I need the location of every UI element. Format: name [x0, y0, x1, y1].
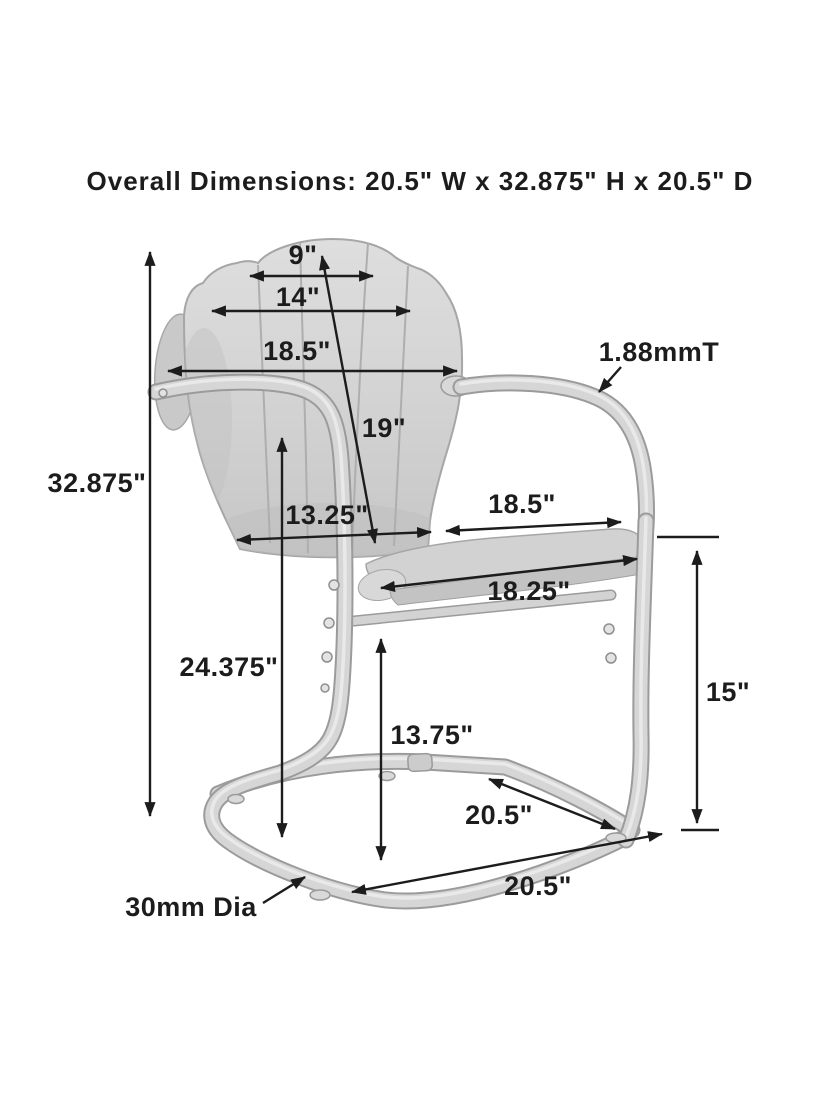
dim-label-base-front-width: 20.5"	[504, 871, 572, 901]
dim-label-under-seat-height: 13.75"	[390, 720, 474, 750]
dim-label-back-top-width: 9"	[288, 240, 318, 270]
dim-tube-wall-thickness	[599, 337, 720, 392]
dim-seat-depth	[446, 489, 621, 531]
dim-under-seat-height	[381, 639, 474, 860]
dim-seat-height	[657, 537, 750, 830]
dim-label-seat-depth: 18.5"	[488, 489, 556, 519]
dim-tube-diameter	[125, 877, 305, 922]
dim-label-armrest-height: 24.375"	[179, 652, 279, 682]
dim-label-tube-diameter: 30mm Dia	[125, 892, 257, 922]
dim-label-back-upper-width: 18.5"	[263, 336, 331, 366]
dim-overall-height	[48, 252, 150, 816]
dim-label-back-lower-width: 13.25"	[285, 500, 369, 530]
dim-label-seat-front-width: 18.25"	[487, 576, 571, 606]
dim-label-tube-wall-thickness: 1.88mmT	[598, 337, 720, 367]
dim-label-seat-height: 15"	[705, 677, 751, 707]
dim-label-back-mid-width: 14"	[275, 282, 321, 312]
page-title: Overall Dimensions: 20.5" W x 32.875" H x 20.5" D	[86, 166, 754, 196]
dim-label-base-side-depth: 20.5"	[465, 800, 533, 830]
dim-label-overall-height: 32.875"	[47, 468, 147, 498]
chair-illustration	[151, 239, 647, 901]
base-tube-connector	[408, 753, 433, 771]
dim-label-back-diagonal-height: 19"	[361, 413, 407, 443]
